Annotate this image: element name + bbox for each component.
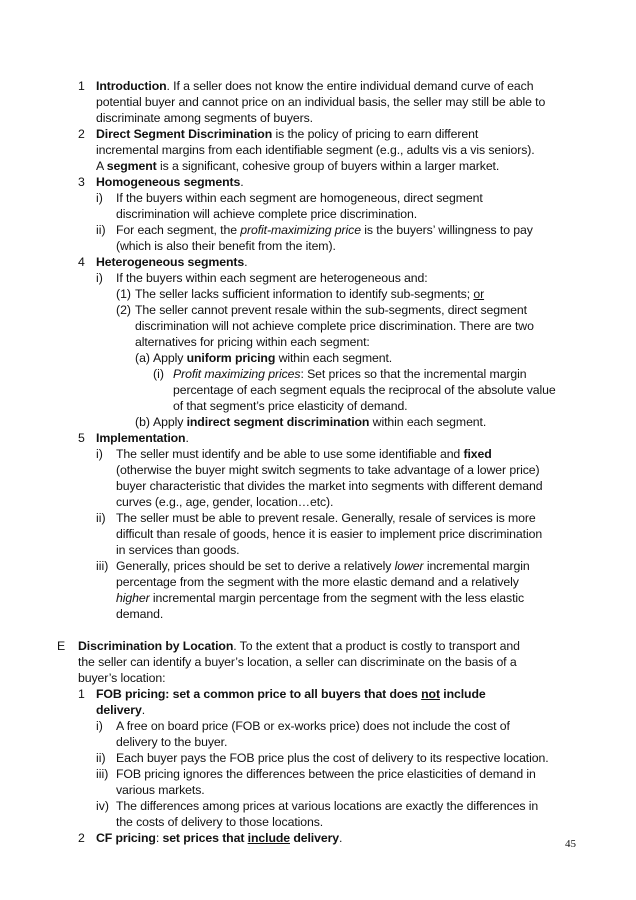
item-number: 3 xyxy=(78,175,85,189)
sub-marker: iii) xyxy=(96,559,109,573)
item-title: Heterogeneous segments xyxy=(96,255,245,269)
sub-text: If the buyers within each segment are homogeneous, direct segment xyxy=(116,191,483,205)
term-bold: fixed xyxy=(463,447,492,461)
item-number: 2 xyxy=(78,831,85,845)
item-title: Homogeneous segments xyxy=(96,175,241,189)
sub-text: The seller must identify and be able to use some identifiable and fixed xyxy=(116,447,492,461)
term-italic: profit-maximizing price xyxy=(240,223,361,237)
item-title: Implementation xyxy=(96,431,186,445)
sub-text: The seller cannot prevent resale within the sub-segments, direct segment xyxy=(135,303,527,317)
sub-text: buyer characteristic that divides the market into segments with different demand xyxy=(116,479,543,493)
sub-text: For each segment, the profit-maximizing price is the buyers’ willingness to pay xyxy=(116,223,533,237)
sub-marker: i) xyxy=(96,719,103,733)
sub-marker: iv) xyxy=(96,799,109,813)
sub-marker: (2) xyxy=(116,303,132,317)
sub-text: The seller must be able to prevent resale. Generally, resale of services is more xyxy=(116,511,536,525)
sub-text: If the buyers within each segment are heterogeneous and: xyxy=(116,271,428,285)
sub-text: the costs of delivery to those locations. xyxy=(116,815,324,829)
term-italic: Profit maximizing prices xyxy=(173,367,301,381)
sub-text: Apply uniform pricing within each segment. xyxy=(153,351,393,365)
sub-marker: i) xyxy=(96,271,103,285)
item-text: Direct Segment Discrimination is the policy of pricing to earn different xyxy=(96,127,479,141)
sub-text: Generally, prices should be set to derive a relatively lower incremental margin xyxy=(116,559,530,573)
sub-marker: ii) xyxy=(96,751,106,765)
item-text: Homogeneous segments. xyxy=(96,175,244,189)
item-text: delivery. xyxy=(96,703,146,717)
sub-text: difficult than resale of goods, hence it is easier to implement price discrimination xyxy=(116,527,543,541)
sub-text: curves (e.g., age, gender, location…etc). xyxy=(116,495,334,509)
term-italic: higher xyxy=(116,591,150,605)
sub-marker: ii) xyxy=(96,223,106,237)
item-text: A segment is a significant, cohesive group of buyers within a larger market. xyxy=(96,159,500,173)
sub-text: (otherwise the buyer might switch segments to take advantage of a lower price) xyxy=(116,463,540,477)
sub-marker: (a) xyxy=(135,351,151,365)
section-title: Discrimination by Location xyxy=(78,639,234,653)
sub-marker: i) xyxy=(96,191,103,205)
sub-text: (which is also their benefit from the item). xyxy=(116,239,336,253)
sub-text: percentage of each segment equals the reciprocal of the absolute value xyxy=(173,383,556,397)
item-text xyxy=(96,686,486,702)
term-bold: uniform pricing xyxy=(186,351,276,365)
sub-text: delivery to the buyer. xyxy=(116,735,228,749)
sub-text: The seller lacks sufficient information to identify sub-segments; or xyxy=(135,287,485,301)
sub-text: Each buyer pays the FOB price plus the cost of delivery to its respective location. xyxy=(116,751,549,765)
sub-text: Profit maximizing prices: Set prices so that the incremental margin xyxy=(173,367,527,381)
sub-text: demand. xyxy=(116,607,164,621)
item-title: Direct Segment Discrimination xyxy=(96,127,273,141)
page-number: 45 xyxy=(565,838,576,850)
item-text: Introduction. If a seller does not know the entire individual demand curve of each xyxy=(96,79,534,93)
term-bold: indirect segment discrimination xyxy=(186,415,370,429)
section-marker: E xyxy=(57,639,66,653)
sub-text: A free on board price (FOB or ex-works price) does not include the cost of xyxy=(116,719,510,733)
item-number: 5 xyxy=(78,431,85,445)
sub-text: discrimination will not achieve complete price discrimination. There are two xyxy=(135,319,534,333)
item-text: potential buyer and cannot price on an individual basis, the seller may still be able to xyxy=(96,95,546,109)
sub-marker: i) xyxy=(96,447,103,461)
section-text: the seller can identify a buyer’s location, a seller can discriminate on the basis of a xyxy=(78,655,517,669)
item-text: Implementation. xyxy=(96,431,189,445)
sub-marker: (i) xyxy=(153,367,164,381)
sub-text: percentage from the segment with the more elastic demand and a relatively xyxy=(116,575,519,589)
sub-text: FOB pricing ignores the differences between the price elasticities of demand in xyxy=(116,767,536,781)
item-title: CF pricing xyxy=(96,831,156,845)
sub-text: discrimination will achieve complete price discrimination. xyxy=(116,207,418,221)
term-bold: segment xyxy=(106,159,157,173)
item-number: 1 xyxy=(78,687,85,701)
item-number: 2 xyxy=(78,127,85,141)
item-number: 1 xyxy=(78,79,85,93)
item-title: Introduction xyxy=(96,79,167,93)
sub-marker: ii) xyxy=(96,511,106,525)
sub-text: Apply indirect segment discrimination within each segment. xyxy=(153,415,487,429)
item-text: discriminate among segments of buyers. xyxy=(96,111,313,125)
item-text: CF pricing: set prices that include delivery. xyxy=(96,831,343,845)
sub-text: of that segment’s price elasticity of demand. xyxy=(173,399,408,413)
section-text: buyer’s location: xyxy=(78,671,166,685)
item-text: incremental margins from each identifiable segment (e.g., adults vis a vis seniors). xyxy=(96,143,535,157)
sub-marker: iii) xyxy=(96,767,109,781)
item-text: Heterogeneous segments. xyxy=(96,255,248,269)
sub-text: higher incremental margin percentage from the segment with the less elastic xyxy=(116,591,525,605)
item-title: FOB pricing: set a common price to all buyers that does not include xyxy=(96,687,486,701)
term-italic: lower xyxy=(394,559,424,573)
sub-text: The differences among prices at various locations are exactly the differences in xyxy=(116,799,539,813)
section-text: Discrimination by Location. To the extent that a product is costly to transport and xyxy=(78,639,520,653)
sub-text: in services than goods. xyxy=(116,543,240,557)
sub-text: alternatives for pricing within each segment: xyxy=(135,335,370,349)
sub-marker: (b) xyxy=(135,415,151,429)
sub-marker: (1) xyxy=(116,287,132,301)
item-number: 4 xyxy=(78,255,85,269)
term-underline: or xyxy=(473,287,485,301)
sub-text: various markets. xyxy=(116,783,205,797)
